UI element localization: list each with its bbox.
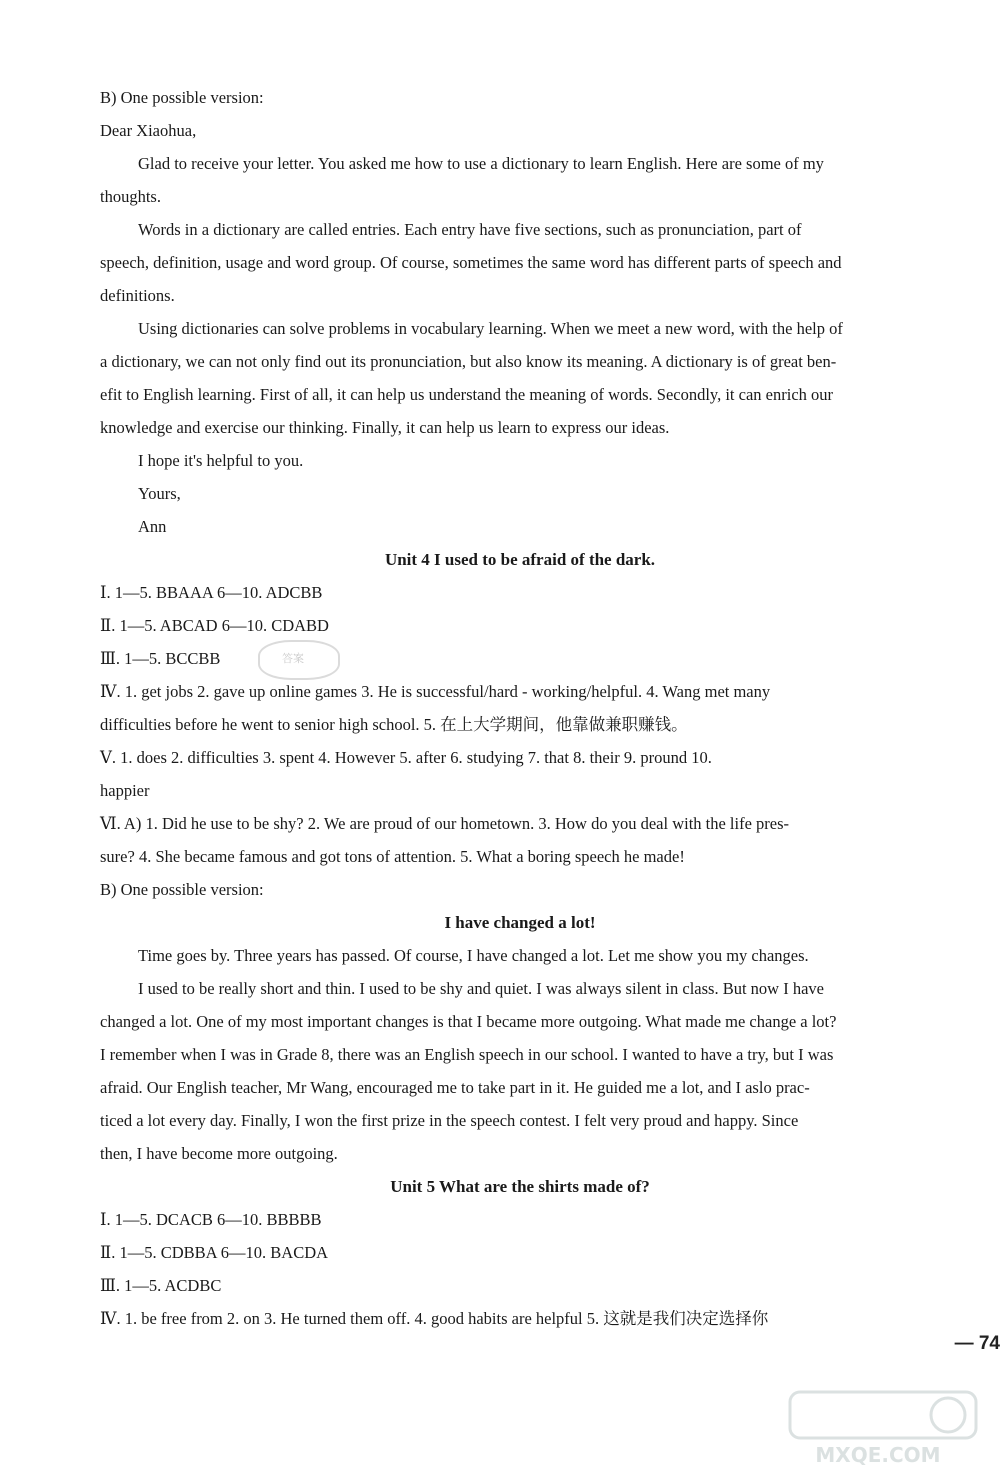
answer-line: Ⅱ. 1—5. CDBBA 6—10. BACDA	[100, 1243, 329, 1262]
text-line: Time goes by. Three years has passed. Of course, I have changed a lot. Let me show you my changes.	[138, 946, 809, 965]
answer-line: Ⅲ. 1—5. BCCBB	[100, 649, 221, 668]
text-line: I used to be really short and thin. I used to be shy and quiet. I was always silent in class. But now I have	[138, 979, 824, 998]
answer-line: happier	[100, 781, 150, 800]
text-line: Dear Xiaohua,	[100, 121, 197, 140]
text-line: thoughts.	[100, 187, 161, 206]
text-line: definitions.	[100, 286, 175, 305]
unit-heading: Unit 4 I used to be afraid of the dark.	[384, 550, 656, 569]
unit-heading: Unit 5 What are the shirts made of?	[390, 1177, 650, 1196]
text-line: Ann	[138, 517, 167, 536]
answer-line: B) One possible version:	[100, 880, 264, 899]
text-line: afraid. Our English teacher, Mr Wang, encouraged me to take part in it. He guided me a lot, and I aslo prac-	[100, 1078, 810, 1097]
answer-line: Ⅰ. 1—5. BBAAA 6—10. ADCBB	[100, 583, 323, 602]
text-line: a dictionary, we can not only find out its pronunciation, but also know its meaning. A dictionary is of great ben-	[100, 352, 837, 371]
text-line: efit to English learning. First of all, it can help us understand the meaning of words. Secondly, it can enrich our	[100, 385, 834, 404]
page-number: — 74	[954, 1333, 1000, 1354]
stamp-text: 答案	[282, 652, 304, 665]
text-line: knowledge and exercise our thinking. Finally, it can help us learn to express our ideas.	[100, 418, 670, 437]
answer-line: Ⅳ. 1. get jobs 2. gave up online games 3. He is successful/hard - working/helpful. 4. Wang met many	[100, 682, 771, 701]
text-line: then, I have become more outgoing.	[100, 1144, 338, 1163]
answer-line: Ⅰ. 1—5. DCACB 6—10. BBBBB	[100, 1210, 322, 1229]
text-line: B) One possible version:	[100, 88, 264, 107]
text-line: Words in a dictionary are called entries. Each entry have five sections, such as pronunciation, part of	[138, 220, 802, 239]
text-line: I remember when I was in Grade 8, there was an English speech in our school. I wanted to have a try, but I was	[100, 1045, 834, 1064]
text-line: Yours,	[138, 484, 181, 503]
text-line: Using dictionaries can solve problems in vocabulary learning. When we meet a new word, with the help of	[138, 319, 843, 338]
answer-line: Ⅴ. 1. does 2. difficulties 3. spent 4. However 5. after 6. studying 7. that 8. their 9. pround 10.	[100, 748, 712, 767]
text-line: changed a lot. One of my most important changes is that I became more outgoing. What made me change a lot?	[100, 1012, 837, 1031]
text-line: ticed a lot every day. Finally, I won the first prize in the speech contest. I felt very proud and happy. Since	[100, 1111, 799, 1130]
stamp-mark	[258, 640, 340, 680]
svg-text:MXQE.COM: MXQE.COM	[815, 1443, 941, 1467]
answer-line: sure? 4. She became famous and got tons of attention. 5. What a boring speech he made!	[100, 847, 685, 866]
text-line: Glad to receive your letter. You asked me how to use a dictionary to learn English. Here are some of my	[138, 154, 824, 173]
watermark-logo	[788, 1388, 978, 1468]
answer-line: difficulties before he went to senior high school. 5. 在上大学期间，他靠做兼职赚钱。	[100, 715, 688, 734]
answer-line: Ⅵ. A) 1. Did he use to be shy? 2. We are proud of our hometown. 3. How do you deal with the life pres-	[100, 814, 790, 833]
essay-title: I have changed a lot!	[444, 913, 596, 932]
answer-line: Ⅳ. 1. be free from 2. on 3. He turned them off. 4. good habits are helpful 5. 这就是我们决定选择你	[100, 1309, 769, 1328]
text-line: I hope it's helpful to you.	[138, 451, 304, 470]
answer-line: Ⅲ. 1—5. ACDBC	[100, 1276, 222, 1295]
answer-line: Ⅱ. 1—5. ABCAD 6—10. CDABD	[100, 616, 329, 635]
text-line: speech, definition, usage and word group. Of course, sometimes the same word has different parts of speech and	[100, 253, 842, 272]
